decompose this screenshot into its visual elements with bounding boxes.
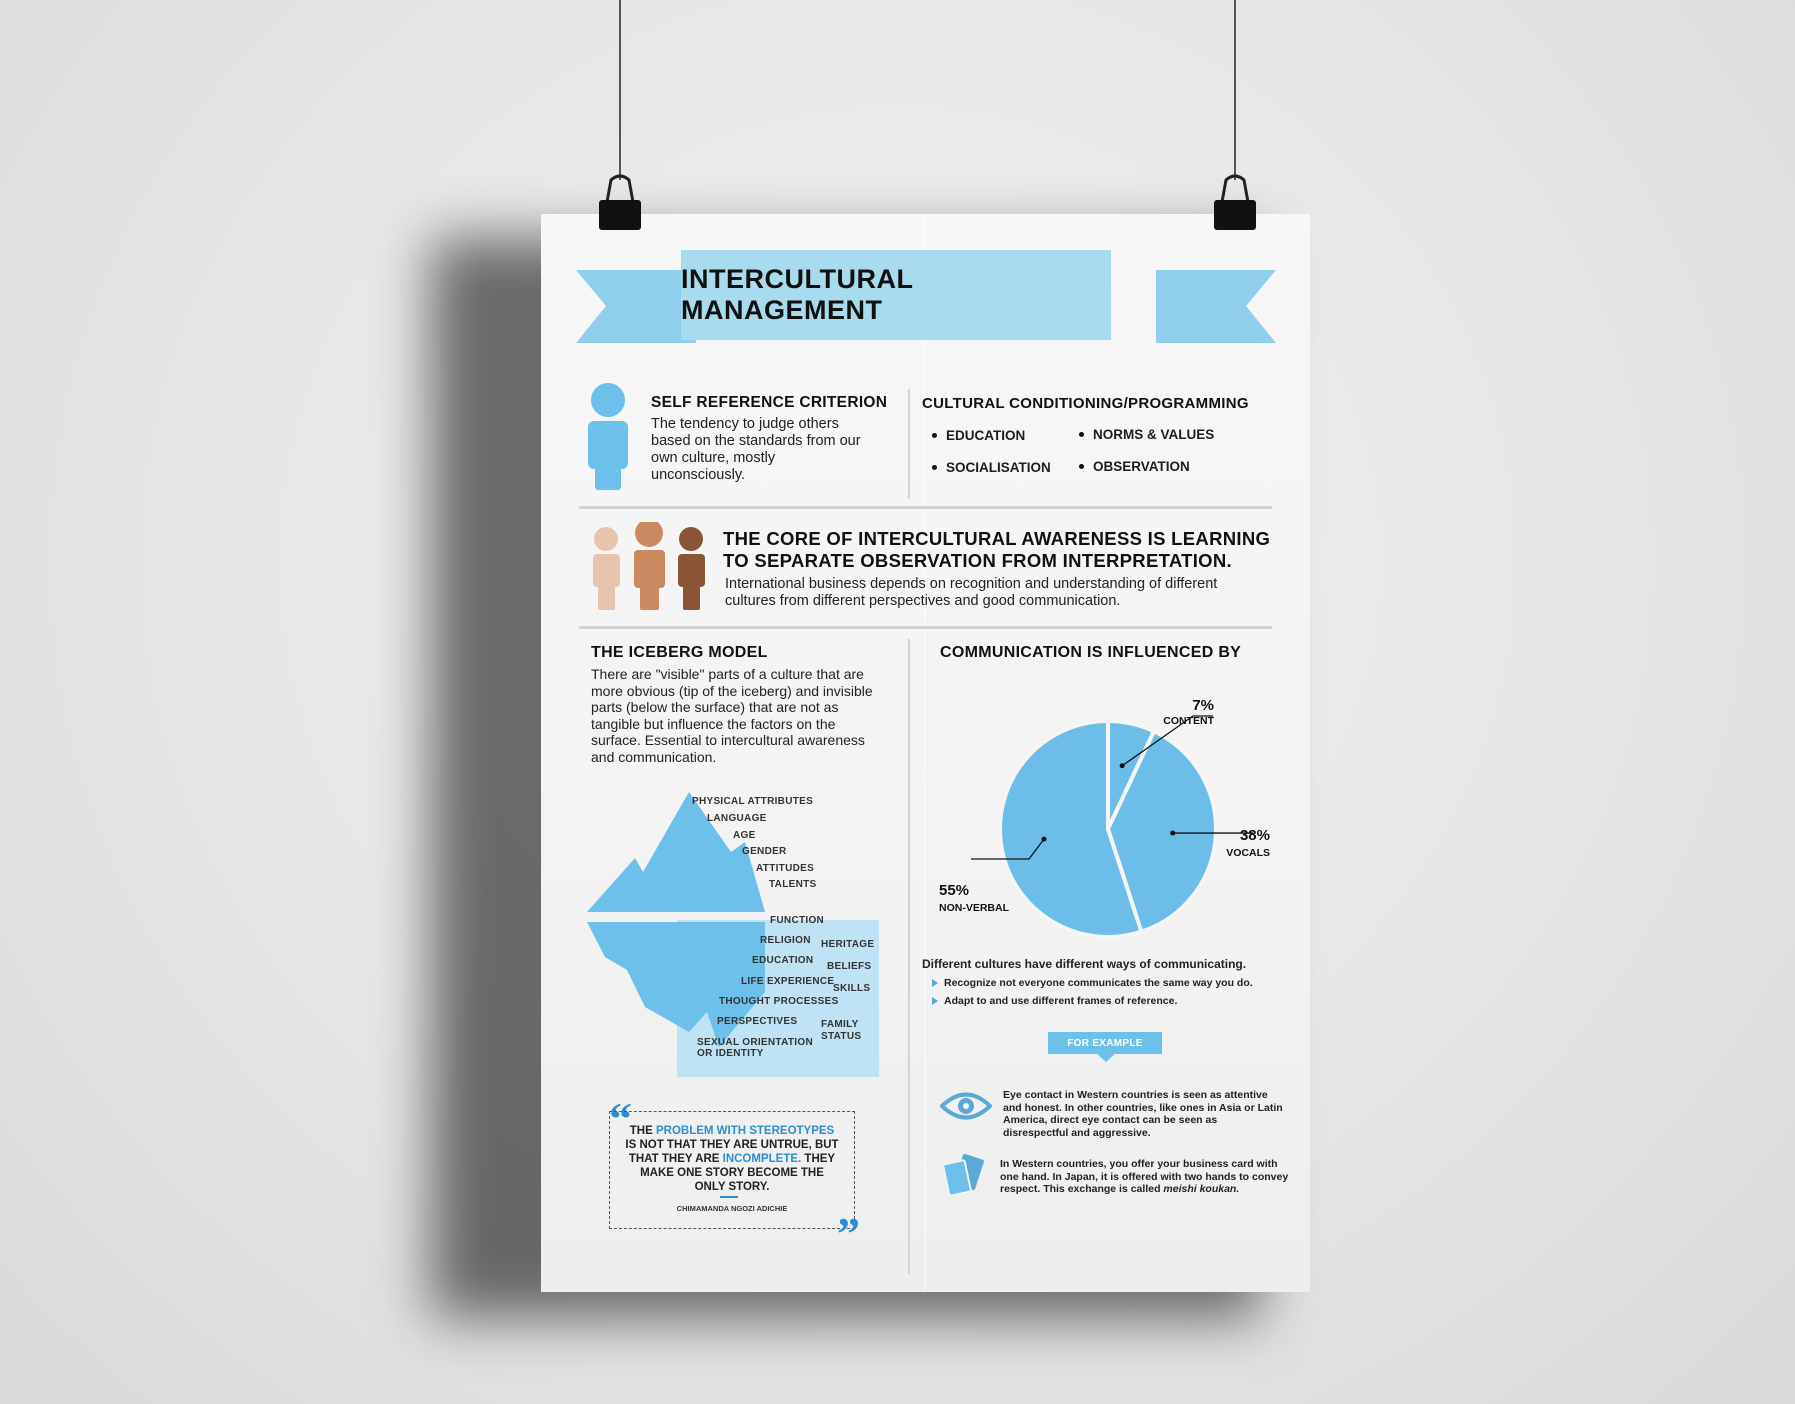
divider-vertical-top [908, 389, 910, 499]
conditioning-item: OBSERVATION [1079, 459, 1190, 474]
iceberg-label: SKILLS [833, 983, 871, 994]
iceberg-label: BELIEFS [827, 961, 872, 972]
iceberg-label: THOUGHT PROCESSES [719, 996, 839, 1007]
core-heading: THE CORE OF INTERCULTURAL AWARENESS IS LEARNING TO SEPARATE OBSERVATION FROM INTERPRETATION. [723, 528, 1271, 571]
iceberg-label: FUNCTION [770, 915, 825, 926]
divider-2 [579, 626, 1272, 629]
conditioning-item: EDUCATION [932, 428, 1025, 443]
eye-icon [940, 1089, 992, 1123]
pie-category-label: CONTENT [1163, 715, 1214, 727]
iceberg-label: ATTITUDES [756, 863, 815, 874]
poster [541, 214, 1310, 1292]
iceberg-text: There are "visible" parts of a culture that are more obvious (tip of the iceberg) and invisible parts (below the surface) that are not as tangible but influence the factors on the surface. Essential to intercultural awareness and communication. [591, 666, 873, 765]
iceberg-heading: THE ICEBERG MODEL [591, 644, 768, 661]
iceberg-label: OR IDENTITY [697, 1048, 764, 1059]
conditioning-heading: CULTURAL CONDITIONING/PROGRAMMING [922, 395, 1249, 412]
quote-accent-line [720, 1196, 738, 1198]
quote-text: THE PROBLEM WITH STEREOTYPES IS NOT THAT THEY ARE UNTRUE, BUT THAT THEY ARE INCOMPLETE. THEY MAKE ONE STORY BECOME THE ONLY STORY. [625, 1125, 839, 1193]
conditioning-item: NORMS & VALUES [1079, 427, 1214, 442]
binder-clip-right [1212, 174, 1258, 234]
iceberg-label: LANGUAGE [707, 813, 767, 824]
pie-category-label: NON-VERBAL [939, 902, 1009, 914]
person-icon [585, 382, 631, 492]
communication-heading: COMMUNICATION IS INFLUENCED BY [940, 644, 1242, 661]
diverse-people-icon [591, 522, 711, 622]
iceberg-label: LIFE EXPERIENCE [741, 976, 835, 987]
close-quote-icon: ” [837, 1208, 860, 1259]
iceberg-label: AGE [733, 830, 756, 841]
iceberg-label: PHYSICAL ATTRIBUTES [692, 796, 814, 807]
pie-category-label: VOCALS [1226, 847, 1270, 859]
iceberg-label: STATUS [821, 1031, 862, 1042]
business-card-icon [938, 1152, 994, 1200]
self-reference-heading: SELF REFERENCE CRITERION [651, 394, 888, 411]
open-quote-icon: “ [609, 1093, 632, 1144]
arrow-icon [932, 979, 938, 987]
arrow-icon [932, 997, 938, 1005]
hanging-wire-right [1234, 0, 1236, 180]
quote-author: CHIMAMANDA NGOZI ADICHIE [676, 1204, 788, 1213]
iceberg-label: EDUCATION [752, 955, 814, 966]
divider-1 [579, 506, 1272, 509]
pie-value-label: 7% [1192, 697, 1214, 714]
iceberg-label: TALENTS [769, 879, 817, 890]
communication-pie-chart [931, 674, 1291, 974]
iceberg-label: FAMILY [821, 1019, 859, 1030]
badge-pointer [1096, 1053, 1116, 1063]
business-card-text: In Western countries, you offer your business card with one hand. In Japan, it is offered with two hands to convey respect. This exchange is called meishi koukan. [1000, 1158, 1289, 1195]
pie-value-label: 55% [939, 882, 970, 899]
iceberg-label: PERSPECTIVES [717, 1016, 798, 1027]
iceberg-label: RELIGION [760, 935, 811, 946]
communication-point: Recognize not everyone communicates the same way you do. [932, 977, 1253, 989]
communication-intro: Different cultures have different ways of communicating. [922, 957, 1247, 971]
iceberg-label: SEXUAL ORIENTATION [697, 1037, 813, 1048]
eye-contact-text: Eye contact in Western countries is seen as attentive and honest. In other countries, like ones in Asia or Latin America, direct eye contact can be seen as disrespectful and aggressive. [1003, 1089, 1283, 1139]
conditioning-item: SOCIALISATION [932, 460, 1051, 475]
hanging-wire-left [619, 0, 621, 180]
page-title: INTERCULTURAL MANAGEMENT [681, 250, 1111, 340]
iceberg-label: GENDER [742, 846, 787, 857]
divider-vertical-bottom [908, 639, 910, 1274]
for-example-badge: FOR EXAMPLE [1048, 1032, 1162, 1054]
pie-value-label: 38% [1239, 827, 1270, 844]
communication-point: Adapt to and use different frames of reference. [932, 995, 1177, 1007]
self-reference-text: The tendency to judge others based on the standards from our own culture, mostly unconsciously. [651, 416, 861, 483]
iceberg-label: HERITAGE [821, 939, 875, 950]
core-text: International business depends on recognition and understanding of different cultures from different perspectives and good communication. [725, 576, 1218, 609]
binder-clip-left [597, 174, 643, 234]
